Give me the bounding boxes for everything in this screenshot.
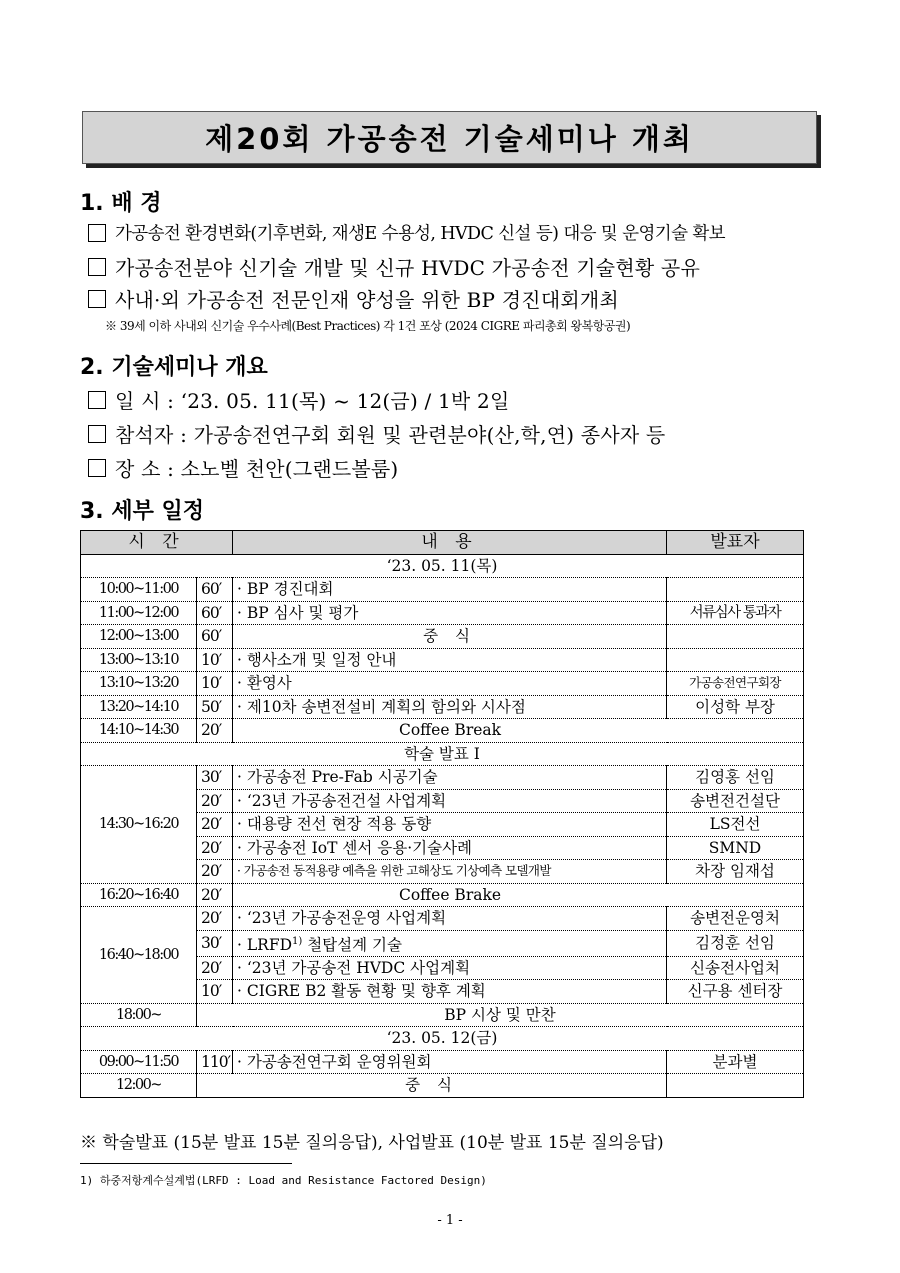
background-item-text: 사내·외 가공송전 전문인재 양성을 위한 BP 경진대회개최 [115,288,619,312]
row-time: 12:00~13:00 [81,625,197,649]
row-content: · BP 경진대회 [233,578,667,602]
row-time: 11:00~12:00 [81,601,197,625]
row-duration: 20′ [197,813,233,837]
row-speaker: 서류심사 통과자 [667,601,804,625]
row-speaker: 차장 임재섭 [667,860,804,884]
row-speaker [667,625,804,649]
header-speaker: 발표자 [667,531,804,555]
row-duration: 20′ [197,956,233,980]
row-duration: 20′ [197,836,233,860]
row-speaker [667,1074,804,1098]
row-duration: 20′ [197,719,233,743]
row-time: 12:00~ [81,1074,197,1098]
row-duration: 60′ [197,601,233,625]
row-content: · 환영사 [233,672,667,696]
checkbox-icon [88,290,106,308]
table-row [81,601,804,625]
row-speaker: LS전선 [667,813,804,837]
row-duration: 10′ [197,672,233,696]
row-duration: 20′ [197,860,233,884]
row-time: 14:10~14:30 [81,719,197,743]
row-content: 중 식 [197,1074,667,1098]
day1-date: ‘23. 05. 11(목) [81,554,804,578]
row-duration: 50′ [197,695,233,719]
section-1-heading: 1. 배 경 [80,191,162,216]
session-title: 학술 발표 I [81,742,804,766]
row-time: 18:00~ [81,1003,197,1027]
checkbox-icon [88,459,106,477]
row-time: 13:00~13:10 [81,648,197,672]
row-speaker: 송변전운영처 [667,907,804,931]
section-3-heading: 3. 세부 일정 [80,499,204,524]
overview-venue [88,453,398,482]
row-duration: 60′ [197,578,233,602]
footnote: 1) 하중저항계수설계법(LRFD : Load and Resistance Factored Design) [80,1174,487,1187]
row-duration: 110′ [197,1050,233,1074]
table-row [81,883,804,907]
table-row [81,1074,804,1098]
table-row [81,625,804,649]
table-row [81,907,804,931]
session-row [81,742,804,766]
row-speaker: 신송전사업처 [667,956,804,980]
row-content: · 제10차 송변전설비 계획의 함의와 시사점 [233,695,667,719]
row-content: 중 식 [233,625,667,649]
row-speaker: 분과별 [667,1050,804,1074]
document-title-box [82,111,817,164]
row-content: · ‘23년 가공송전운영 사업계획 [233,907,667,931]
row-content: BP 시상 및 만찬 [197,1003,804,1027]
background-item-2 [88,252,700,281]
row-content: Coffee Break [233,719,804,743]
overview-date [88,385,509,414]
row-duration: 20′ [197,883,233,907]
row-speaker: 송변전건설단 [667,789,804,813]
row-content: · BP 심사 및 평가 [233,601,667,625]
row-speaker [667,578,804,602]
row-speaker: 이성학 부장 [667,695,804,719]
row-speaker: 신구용 센터장 [667,980,804,1004]
section-2-heading: 2. 기술세미나 개요 [80,355,268,380]
row-duration: 60′ [197,625,233,649]
table-row [81,1050,804,1074]
overview-attendees [88,419,665,448]
row-content [233,930,667,956]
table-row [81,695,804,719]
row-speaker: 가공송전연구회장 [667,672,804,696]
block-time: 14:30~16:20 [81,766,197,884]
row-content: · 가공송전 Pre-Fab 시공기술 [233,766,667,790]
footnote-divider [80,1163,292,1164]
row-duration: 30′ [197,766,233,790]
row-content-text: · LRFD [237,935,292,954]
row-speaker: 김영홍 선임 [667,766,804,790]
block-time: 16:40~18:00 [81,907,197,1004]
table-row [81,672,804,696]
row-speaker [667,648,804,672]
table-row [81,578,804,602]
row-duration: 30′ [197,930,233,956]
header-content: 내 용 [233,531,667,555]
presentation-note: ※ 학술발표 (15분 발표 15분 질의응답), 사업발표 (10분 발표 15분 질의응답) [80,1133,664,1153]
row-time: 13:10~13:20 [81,672,197,696]
row-time: 10:00~11:00 [81,578,197,602]
overview-item-text: 장 소 : 소노벨 천안(그랜드볼룸) [115,457,399,481]
row-time: 13:20~14:10 [81,695,197,719]
background-item-text: 가공송전분야 신기술 개발 및 신규 HVDC 가공송전 기술현황 공유 [115,256,700,280]
row-speaker: SMND [667,836,804,860]
background-item-1 [88,220,725,245]
row-content: · ‘23년 가공송전 HVDC 사업계획 [233,956,667,980]
header-time: 시 간 [81,531,233,555]
row-duration: 10′ [197,980,233,1004]
overview-item-text: 참석자 : 가공송전연구회 회원 및 관련분야(산,학,연) 종사자 등 [115,423,666,447]
row-content: · CIGRE B2 활동 현황 및 향후 계획 [233,980,667,1004]
day2-row [81,1027,804,1051]
table-row [81,766,804,790]
row-time: 09:00~11:50 [81,1050,197,1074]
background-item-text: 가공송전 환경변화(기후변화, 재생E 수용성, HVDC 신설 등) 대응 및 운영기술 확보 [115,224,725,244]
table-row [81,648,804,672]
table-row [81,1003,804,1027]
row-content: · 대용량 전선 현장 적용 동향 [233,813,667,837]
row-content: Coffee Brake [233,883,804,907]
row-speaker: 김정훈 선임 [667,930,804,956]
page-number: - 1 - [437,1213,463,1228]
checkbox-icon [88,258,106,276]
table-header-row [81,531,804,555]
overview-item-text: 일 시 : ‘23. 05. 11(목) ~ 12(금) / 1박 2일 [115,389,510,413]
table-row [81,719,804,743]
row-time: 16:20~16:40 [81,883,197,907]
row-duration: 20′ [197,907,233,931]
row-duration: 10′ [197,648,233,672]
day1-row [81,554,804,578]
schedule-table [80,530,804,1098]
row-content: · 가공송전 동적용량 예측을 위한 고해상도 기상예측 모델개발 [233,860,667,884]
row-content: · ‘23년 가공송전건설 사업계획 [233,789,667,813]
row-content: · 가공송전연구회 운영위원회 [233,1050,667,1074]
day2-date: ‘23. 05. 12(금) [81,1027,804,1051]
footnote-ref: 1) [292,935,303,947]
row-content: · 행사소개 및 일정 안내 [233,648,667,672]
checkbox-icon [88,224,106,242]
row-content: · 가공송전 IoT 센서 응용·기술사례 [233,836,667,860]
row-duration: 20′ [197,789,233,813]
background-item-3 [88,284,619,313]
background-note: ※ 39세 이하 사내외 신기술 우수사례(Best Practices) 각 1건 포상 (2024 CIGRE 파리총회 왕복항공권) [105,319,631,333]
row-content-text: 철탑설계 기술 [302,935,402,954]
document-title: 제20회 가공송전 기술세미나 개최 [205,122,694,156]
checkbox-icon [88,391,106,409]
checkbox-icon [88,425,106,443]
